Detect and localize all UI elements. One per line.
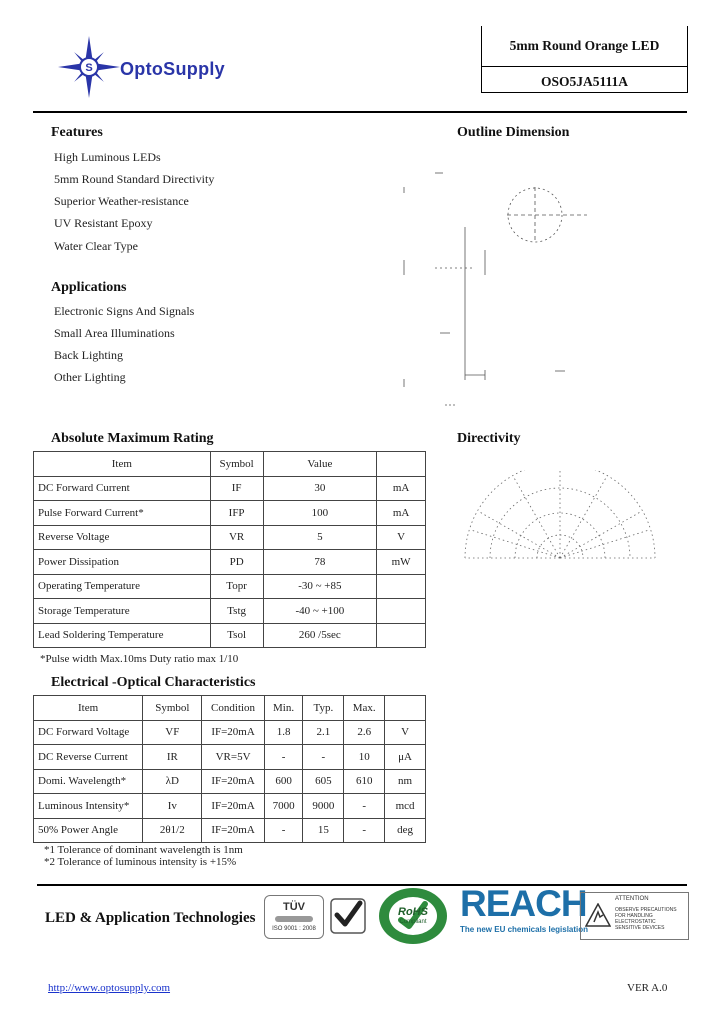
cell-condition: IF=20mA (202, 794, 264, 819)
table-row (34, 623, 426, 648)
product-title: 5mm Round Orange LED (509, 38, 660, 53)
cell-item: Reverse Voltage (34, 525, 211, 550)
header-cell: Value (263, 452, 377, 477)
cell-symbol: Topr (210, 574, 263, 599)
title-divider (482, 66, 687, 67)
cell-unit: V (385, 720, 426, 745)
title-box (481, 26, 688, 93)
attention-line: FOR HANDLING (615, 913, 653, 919)
header-cell: Max. (344, 696, 385, 721)
tuv-certification-badge (264, 895, 324, 939)
cell-unit (377, 623, 426, 648)
tuv-label: TÜV (283, 901, 305, 913)
brand-name: OptoSupply (120, 59, 225, 79)
electro-optical-note: *1 Tolerance of dominant wavelength is 1nm (44, 844, 243, 856)
rohs-sub-label: Compliant (399, 919, 427, 925)
cell-item: Luminous Intensity* (34, 794, 143, 819)
cell-value: -30 ~ +85 (263, 574, 377, 599)
header-cell: Typ. (303, 696, 344, 721)
footer-rule (37, 884, 687, 886)
quality-check-badge (327, 893, 369, 939)
absolute-max-table (33, 451, 426, 648)
directivity-title: Directivity (457, 431, 521, 446)
cell-unit (377, 574, 426, 599)
cell-value: 30 (263, 476, 377, 501)
reach-sub-label: The new EU chemicals legislation (460, 925, 589, 934)
esd-warning-icon (585, 903, 611, 927)
electro-optical-table (33, 695, 426, 843)
header-cell (377, 452, 426, 477)
footer-company: LED & Application Technologies (45, 910, 256, 926)
application-item: Small Area Illuminations (54, 326, 175, 340)
header-cell: Symbol (143, 696, 202, 721)
cell-symbol: IFP (210, 501, 263, 526)
header-cell: Item (34, 452, 211, 477)
cell-value: 78 (263, 550, 377, 575)
features-title: Features (51, 125, 103, 140)
table-row (34, 574, 426, 599)
cell-unit: deg (385, 818, 426, 843)
cell-symbol: IR (143, 745, 202, 770)
electro-optical-title: Electrical -Optical Characteristics (51, 675, 256, 690)
tuv-iso-label: ISO 9001 : 2008 (272, 926, 316, 932)
cell-unit: nm (385, 769, 426, 794)
table-row (34, 794, 426, 819)
cell-max: 2.6 (344, 720, 385, 745)
cell-value: 100 (263, 501, 377, 526)
absolute-max-title: Absolute Maximum Rating (51, 431, 214, 446)
part-number: OSO5JA5111A (540, 74, 629, 89)
star-logo-icon (58, 36, 120, 98)
cell-unit: mA (377, 501, 426, 526)
table-row (34, 818, 426, 843)
feature-item: Superior Weather-resistance (54, 194, 189, 208)
version-label: VER A.0 (627, 982, 668, 994)
table-header-row (34, 696, 426, 721)
svg-text:S: S (85, 62, 93, 74)
cell-symbol: VF (143, 720, 202, 745)
cell-typ: - (303, 745, 344, 770)
cell-condition: IF=20mA (202, 769, 264, 794)
cell-symbol: IF (210, 476, 263, 501)
cell-min: 7000 (264, 794, 303, 819)
cell-value: -40 ~ +100 (263, 599, 377, 624)
cell-item: 50% Power Angle (34, 818, 143, 843)
cell-item: Pulse Forward Current* (34, 501, 211, 526)
header-cell: Symbol (210, 452, 263, 477)
table-row (34, 769, 426, 794)
cell-unit (377, 599, 426, 624)
outline-dimension-drawing (395, 165, 595, 410)
table-row (34, 599, 426, 624)
cell-max: - (344, 818, 385, 843)
header-rule (33, 111, 687, 113)
cell-item: DC Reverse Current (34, 745, 143, 770)
header-cell: Condition (202, 696, 264, 721)
cell-condition: IF=20mA (202, 720, 264, 745)
table-header-row (34, 452, 426, 477)
reach-badge (460, 883, 589, 937)
cell-max: 10 (344, 745, 385, 770)
cell-symbol: Tstg (210, 599, 263, 624)
cell-typ: 15 (303, 818, 344, 843)
directivity-polar-diagram (455, 470, 665, 570)
electro-optical-note: *2 Tolerance of luminous intensity is +15% (44, 856, 237, 868)
feature-item: High Luminous LEDs (54, 150, 161, 164)
table-row (34, 525, 426, 550)
cell-item: Lead Soldering Temperature (34, 623, 211, 648)
cell-value: 260 /5sec (263, 623, 377, 648)
cell-max: 610 (344, 769, 385, 794)
feature-item: Water Clear Type (54, 239, 138, 253)
table-row (34, 501, 426, 526)
cell-symbol: 2θ1/2 (143, 818, 202, 843)
table-row (34, 745, 426, 770)
cell-item: Domi. Wavelength* (34, 769, 143, 794)
application-item: Other Lighting (54, 370, 126, 384)
cell-symbol: VR (210, 525, 263, 550)
header-cell (385, 696, 426, 721)
cell-item: Power Dissipation (34, 550, 211, 575)
cell-item: DC Forward Current (34, 476, 211, 501)
tuv-stripe (275, 916, 313, 922)
esd-attention-badge (580, 892, 689, 940)
checkmark-icon (327, 893, 369, 939)
header-cell: Min. (264, 696, 303, 721)
header-cell: Item (34, 696, 143, 721)
feature-item: UV Resistant Epoxy (54, 216, 153, 230)
absolute-max-note: *Pulse width Max.10ms Duty ratio max 1/10 (40, 653, 239, 665)
attention-line: SENSITIVE DEVICES (615, 925, 665, 931)
cell-min: 600 (264, 769, 303, 794)
cell-symbol: λD (143, 769, 202, 794)
cell-unit: mW (377, 550, 426, 575)
cell-unit: μA (385, 745, 426, 770)
cell-condition: IF=20mA (202, 818, 264, 843)
cell-unit: mcd (385, 794, 426, 819)
cell-item: DC Forward Voltage (34, 720, 143, 745)
attention-line: OBSERVE PRECAUTIONS (615, 907, 677, 913)
table-row (34, 550, 426, 575)
cell-min: - (264, 818, 303, 843)
cell-unit: mA (377, 476, 426, 501)
rohs-label: RoHS (398, 906, 428, 918)
cell-item: Storage Temperature (34, 599, 211, 624)
attention-title: ATTENTION (615, 896, 649, 902)
rohs-badge (377, 886, 449, 946)
table-row (34, 720, 426, 745)
cell-typ: 2.1 (303, 720, 344, 745)
outline-title: Outline Dimension (457, 125, 570, 140)
cell-min: - (264, 745, 303, 770)
table-row (34, 476, 426, 501)
cell-unit: V (377, 525, 426, 550)
cell-typ: 605 (303, 769, 344, 794)
application-item: Electronic Signs And Signals (54, 304, 195, 318)
cell-condition: VR=5V (202, 745, 264, 770)
brand-logo (58, 36, 120, 98)
cell-symbol: Iv (143, 794, 202, 819)
website-link[interactable]: http://www.optosupply.com (48, 982, 171, 994)
cell-min: 1.8 (264, 720, 303, 745)
applications-title: Applications (51, 280, 127, 295)
attention-line: ELECTROSTATIC (615, 919, 656, 925)
feature-item: 5mm Round Standard Directivity (54, 172, 215, 186)
reach-label: REACH (460, 883, 587, 924)
cell-typ: 9000 (303, 794, 344, 819)
cell-symbol: PD (210, 550, 263, 575)
application-item: Back Lighting (54, 348, 123, 362)
cell-max: - (344, 794, 385, 819)
cell-symbol: Tsol (210, 623, 263, 648)
cell-item: Operating Temperature (34, 574, 211, 599)
cell-value: 5 (263, 525, 377, 550)
